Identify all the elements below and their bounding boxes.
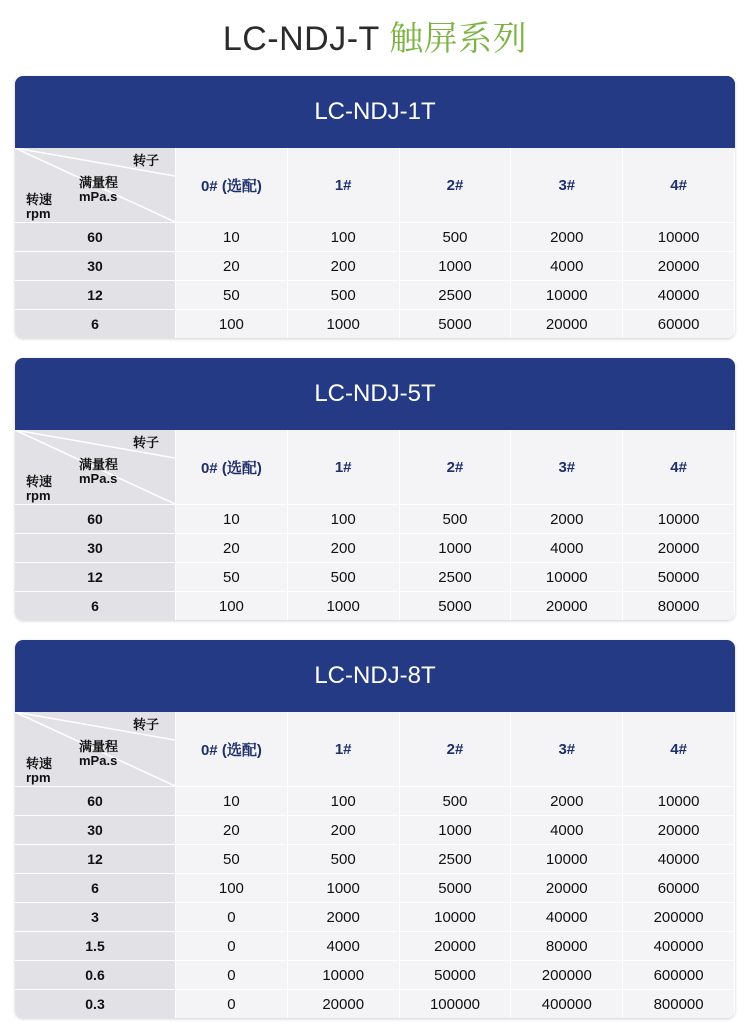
range-value-cell: 40000 bbox=[623, 280, 735, 309]
speed-cell: 12 bbox=[15, 844, 176, 873]
range-value-cell: 20000 bbox=[511, 309, 623, 338]
range-value-cell: 800000 bbox=[623, 989, 735, 1018]
range-value-cell: 2500 bbox=[400, 280, 512, 309]
range-value-cell: 500 bbox=[288, 844, 400, 873]
table-row bbox=[15, 533, 735, 562]
rotor-column-header: 2# bbox=[400, 712, 512, 786]
rotor-column-header: 0# (选配) bbox=[176, 712, 288, 786]
speed-cell: 6 bbox=[15, 873, 176, 902]
rotor-column-header: 4# bbox=[623, 148, 735, 222]
range-value-cell: 1000 bbox=[288, 309, 400, 338]
range-value-cell: 2000 bbox=[511, 786, 623, 815]
range-value-cell: 2000 bbox=[511, 222, 623, 251]
range-label-text: 满量程 bbox=[79, 457, 119, 472]
range-unit-text: mPa.s bbox=[79, 753, 118, 768]
range-value-cell: 10 bbox=[176, 222, 288, 251]
speed-unit-text: rpm bbox=[26, 488, 51, 503]
range-value-cell: 4000 bbox=[511, 815, 623, 844]
range-value-cell: 20000 bbox=[511, 873, 623, 902]
range-value-cell: 500 bbox=[288, 562, 400, 591]
range-value-cell: 1000 bbox=[400, 815, 512, 844]
range-value-cell: 50000 bbox=[400, 960, 512, 989]
range-value-cell: 600000 bbox=[623, 960, 735, 989]
range-value-cell: 500 bbox=[288, 280, 400, 309]
speed-cell: 12 bbox=[15, 280, 176, 309]
range-value-cell: 200 bbox=[288, 815, 400, 844]
range-value-cell: 50 bbox=[176, 562, 288, 591]
range-value-cell: 200 bbox=[288, 533, 400, 562]
range-value-cell: 50 bbox=[176, 280, 288, 309]
range-value-cell: 20000 bbox=[623, 815, 735, 844]
spec-table bbox=[15, 148, 735, 338]
range-value-cell: 1000 bbox=[288, 873, 400, 902]
range-value-cell: 10 bbox=[176, 504, 288, 533]
rotor-column-header: 1# bbox=[288, 148, 400, 222]
range-value-cell: 0 bbox=[176, 902, 288, 931]
rotor-label: 转子 bbox=[132, 435, 159, 450]
table-row bbox=[15, 815, 735, 844]
speed-label-text: 转速 bbox=[26, 192, 53, 207]
rotor-column-header: 0# (选配) bbox=[176, 430, 288, 504]
rotor-column-header: 1# bbox=[288, 712, 400, 786]
rotor-column-header: 2# bbox=[400, 430, 512, 504]
header-row bbox=[15, 712, 735, 786]
table-row bbox=[15, 902, 735, 931]
range-value-cell: 100 bbox=[176, 591, 288, 620]
range-label bbox=[79, 176, 118, 204]
range-value-cell: 10000 bbox=[623, 786, 735, 815]
range-value-cell: 1000 bbox=[400, 251, 512, 280]
range-value-cell: 2000 bbox=[288, 902, 400, 931]
range-value-cell: 10 bbox=[176, 786, 288, 815]
range-value-cell: 200000 bbox=[511, 960, 623, 989]
corner-header bbox=[15, 712, 176, 786]
corner-header bbox=[15, 430, 176, 504]
range-value-cell: 5000 bbox=[400, 309, 512, 338]
spec-card bbox=[15, 358, 735, 620]
speed-label bbox=[26, 757, 52, 785]
range-value-cell: 10000 bbox=[511, 280, 623, 309]
card-title: LC-NDJ-8T bbox=[15, 640, 735, 712]
range-value-cell: 50000 bbox=[623, 562, 735, 591]
range-value-cell: 500 bbox=[400, 222, 512, 251]
range-value-cell: 20 bbox=[176, 815, 288, 844]
spec-table bbox=[15, 430, 735, 620]
speed-cell: 0.3 bbox=[15, 989, 176, 1018]
range-value-cell: 80000 bbox=[623, 591, 735, 620]
page-title-model: LC-NDJ-T bbox=[222, 20, 380, 58]
range-value-cell: 20000 bbox=[511, 591, 623, 620]
rotor-label: 转子 bbox=[132, 153, 159, 168]
range-value-cell: 20 bbox=[176, 251, 288, 280]
speed-cell: 60 bbox=[15, 222, 176, 251]
range-value-cell: 10000 bbox=[511, 562, 623, 591]
range-value-cell: 60000 bbox=[623, 873, 735, 902]
range-value-cell: 1000 bbox=[400, 533, 512, 562]
range-value-cell: 50 bbox=[176, 844, 288, 873]
rotor-column-header: 4# bbox=[623, 430, 735, 504]
page-title-series: 触屏系列 bbox=[389, 20, 528, 58]
speed-cell: 60 bbox=[15, 786, 176, 815]
range-value-cell: 100 bbox=[176, 309, 288, 338]
range-value-cell: 10000 bbox=[623, 504, 735, 533]
range-value-cell: 2500 bbox=[400, 562, 512, 591]
speed-cell: 30 bbox=[15, 533, 176, 562]
card-title: LC-NDJ-1T bbox=[15, 76, 735, 148]
range-label-text: 满量程 bbox=[79, 175, 119, 190]
rotor-column-header: 3# bbox=[511, 148, 623, 222]
range-label-text: 满量程 bbox=[79, 739, 119, 754]
speed-unit-text: rpm bbox=[26, 770, 51, 785]
spec-table bbox=[15, 712, 735, 1018]
range-value-cell: 0 bbox=[176, 931, 288, 960]
range-value-cell: 100 bbox=[288, 786, 400, 815]
speed-cell: 1.5 bbox=[15, 931, 176, 960]
range-value-cell: 4000 bbox=[288, 931, 400, 960]
speed-label-text: 转速 bbox=[26, 756, 53, 771]
speed-label-text: 转速 bbox=[26, 474, 53, 489]
speed-label bbox=[26, 193, 52, 221]
speed-cell: 12 bbox=[15, 562, 176, 591]
rotor-column-header: 4# bbox=[623, 712, 735, 786]
header-row bbox=[15, 430, 735, 504]
range-value-cell: 200000 bbox=[623, 902, 735, 931]
rotor-column-header: 3# bbox=[511, 712, 623, 786]
table-row bbox=[15, 309, 735, 338]
table-row bbox=[15, 786, 735, 815]
range-value-cell: 500 bbox=[400, 504, 512, 533]
table-row bbox=[15, 222, 735, 251]
table-row bbox=[15, 873, 735, 902]
speed-cell: 3 bbox=[15, 902, 176, 931]
range-value-cell: 20 bbox=[176, 533, 288, 562]
range-value-cell: 400000 bbox=[623, 931, 735, 960]
range-value-cell: 0 bbox=[176, 960, 288, 989]
rotor-column-header: 3# bbox=[511, 430, 623, 504]
range-value-cell: 20000 bbox=[400, 931, 512, 960]
range-value-cell: 4000 bbox=[511, 251, 623, 280]
speed-cell: 30 bbox=[15, 251, 176, 280]
range-value-cell: 60000 bbox=[623, 309, 735, 338]
card-title: LC-NDJ-5T bbox=[15, 358, 735, 430]
range-value-cell: 10000 bbox=[288, 960, 400, 989]
range-value-cell: 4000 bbox=[511, 533, 623, 562]
range-value-cell: 5000 bbox=[400, 873, 512, 902]
corner-header bbox=[15, 148, 176, 222]
table-row bbox=[15, 989, 735, 1018]
speed-cell: 6 bbox=[15, 591, 176, 620]
range-value-cell: 2500 bbox=[400, 844, 512, 873]
range-value-cell: 500 bbox=[400, 786, 512, 815]
range-value-cell: 5000 bbox=[400, 591, 512, 620]
speed-cell: 60 bbox=[15, 504, 176, 533]
rotor-column-header: 2# bbox=[400, 148, 512, 222]
range-label bbox=[79, 458, 118, 486]
table-row bbox=[15, 504, 735, 533]
table-row bbox=[15, 960, 735, 989]
spec-card bbox=[15, 76, 735, 338]
header-row bbox=[15, 148, 735, 222]
speed-cell: 6 bbox=[15, 309, 176, 338]
range-value-cell: 200 bbox=[288, 251, 400, 280]
table-row bbox=[15, 931, 735, 960]
table-row bbox=[15, 562, 735, 591]
range-value-cell: 2000 bbox=[511, 504, 623, 533]
rotor-column-header: 0# (选配) bbox=[176, 148, 288, 222]
range-value-cell: 100000 bbox=[400, 989, 512, 1018]
table-row bbox=[15, 251, 735, 280]
range-value-cell: 10000 bbox=[400, 902, 512, 931]
spec-card bbox=[15, 640, 735, 1018]
range-value-cell: 40000 bbox=[511, 902, 623, 931]
speed-cell: 30 bbox=[15, 815, 176, 844]
rotor-label: 转子 bbox=[132, 717, 159, 732]
speed-unit-text: rpm bbox=[26, 206, 51, 221]
page-title bbox=[0, 14, 750, 64]
range-unit-text: mPa.s bbox=[79, 189, 118, 204]
range-value-cell: 1000 bbox=[288, 591, 400, 620]
range-value-cell: 100 bbox=[176, 873, 288, 902]
range-value-cell: 100 bbox=[288, 222, 400, 251]
range-value-cell: 0 bbox=[176, 989, 288, 1018]
range-label bbox=[79, 740, 118, 768]
range-value-cell: 100 bbox=[288, 504, 400, 533]
range-value-cell: 20000 bbox=[623, 251, 735, 280]
range-unit-text: mPa.s bbox=[79, 471, 118, 486]
table-row bbox=[15, 844, 735, 873]
range-value-cell: 20000 bbox=[288, 989, 400, 1018]
table-row bbox=[15, 591, 735, 620]
table-row bbox=[15, 280, 735, 309]
range-value-cell: 10000 bbox=[511, 844, 623, 873]
range-value-cell: 40000 bbox=[623, 844, 735, 873]
range-value-cell: 400000 bbox=[511, 989, 623, 1018]
rotor-column-header: 1# bbox=[288, 430, 400, 504]
speed-label bbox=[26, 475, 52, 503]
range-value-cell: 10000 bbox=[623, 222, 735, 251]
range-value-cell: 20000 bbox=[623, 533, 735, 562]
range-value-cell: 80000 bbox=[511, 931, 623, 960]
speed-cell: 0.6 bbox=[15, 960, 176, 989]
